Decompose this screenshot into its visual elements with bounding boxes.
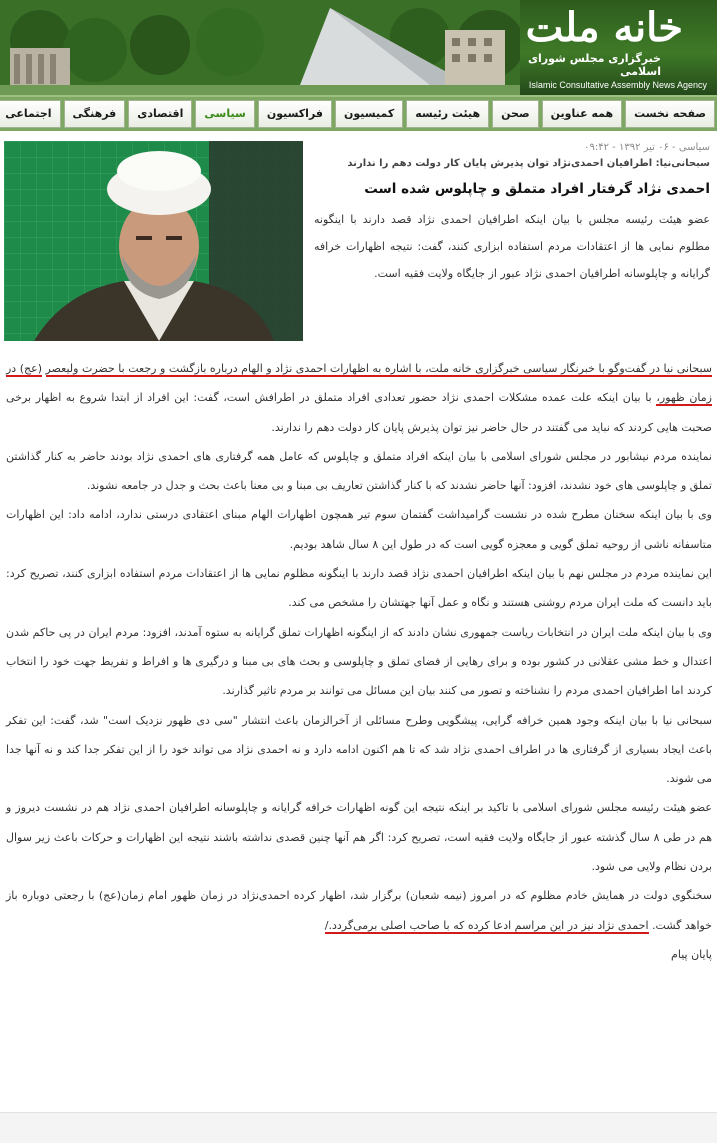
- nav-presiding-board[interactable]: هیئت رئیسه: [406, 100, 489, 128]
- nav-social[interactable]: اجتماعی: [0, 100, 61, 128]
- footer-strip: [0, 1112, 717, 1143]
- nav-all-headlines[interactable]: همه عناوین: [542, 100, 623, 128]
- highlighted-text: احمدی نژاد نیز در این مراسم ادعا کرده که با صاحب اصلی برمی‌گردد./: [324, 918, 649, 932]
- article-meta: سیاسی - ۰۶ تیر ۱۳۹۲ - ۰۹:۴۲: [584, 142, 710, 153]
- nav-cultural[interactable]: فرهنگی: [64, 100, 126, 128]
- article-summary: [312, 138, 710, 344]
- site-logo[interactable]: [511, 2, 711, 94]
- nav-political[interactable]: سیاسی: [195, 100, 254, 128]
- body-paragraph: [6, 354, 712, 442]
- highlighted-text: سبحانی نیا در گفت‌وگو با خبرنگار سیاسی خبرگزاری خانه ملت، با اشاره به اظهارات احمدی نژاد و الهام درباره بازگشت و رجعت با حضرت ولیعصر: [45, 362, 712, 375]
- article-abstract: عضو هیئت رئیسه مجلس با بیان اینکه اطرافیان احمدی نژاد قصد دارند با اینگونه مطلوم نمایی ها از اعتقادات مردم استفاده ابزاری کنند، گفت: نتیجه اظهارات خرافه گرایانه و چاپلوسانه اطرافیان احمدی نژاد عبور از جایگاه ولایت فقیه است.: [314, 213, 710, 280]
- portrait-image: [4, 141, 303, 341]
- body-text: با بیان اینکه علت عمده مشکلات احمدی نژاد حضور تعدادی افراد متملق در اطرافش است، گفت: این افراد از ابتدا شروع به اظهار برخی صحبت هایی کردند که نباید می گفتند در حال حاضر نیز توان پذیرش پایان کار دولت دهم را ندارند.: [6, 391, 712, 434]
- body-text: سخنگوی دولت در همایش خادم مظلوم که در امروز (نیمه شعبان) برگزار شد، اظهار کرده احمدی‌نژاد در زمان ظهور امام زمان(عج) با رجعتی دوباره باز خواهد گشت.: [6, 889, 712, 932]
- nav-home[interactable]: صفحه نخست: [625, 100, 715, 128]
- body-paragraph: [6, 881, 712, 940]
- header-banner: [0, 0, 717, 95]
- body-paragraph: وی با بیان اینکه سخنان مطرح شده در نشست گرامیداشت گفتمان سوم تیر همچون اظهارات الهام مبنای اعتقادی درستی ندارد، ادامه داد: این اظهارات متاسفانه ناشی از روحیه تملق گویی و معجزه گویی است که در طول این ۸ سال شاهد بودیم.: [6, 508, 712, 551]
- article-headline: احمدی نژاد گرفتار افراد متملق و چاپلوس شده است: [364, 181, 710, 197]
- nav-economic[interactable]: اقتصادی: [128, 100, 192, 128]
- parliament-building-image: [0, 0, 520, 95]
- nav-commission[interactable]: کمیسیون: [335, 100, 403, 128]
- nav-plenary[interactable]: صحن: [492, 100, 538, 128]
- nav-faction[interactable]: فراکسیون: [258, 100, 332, 128]
- body-paragraph: وی با بیان اینکه ملت ایران در انتخابات ریاست جمهوری نشان دادند که از اینگونه اظهارات تملق گرایانه به ستوه آمدند، افزود: مردم ایران در پی حاکم شدن اعتدال و خط مشی عقلانی در کشور بوده و برای رهایی از فضای تملق و چاپلوسی و بحث های بی مبنا و درگیری ها و افراط و تفریط جهت خود را انتخاب کردند اما اطرافیان احمدی مردم را نشناخته و تصور می کنند بیان این مسائل می توانند بر مردم تاثیر گذارند.: [6, 625, 712, 698]
- body-paragraph: عضو هیئت رئیسه مجلس شورای اسلامی با تاکید بر اینکه نتیجه این گونه اظهارات خرافه گرایانه و چاپلوسانه اطرافیان احمدی نژاد هم در نشست دیروز و هم در طی ۸ سال گذشته عبور از جایگاه ولایت فقیه است، تصریح کرد: اگر هم آنها چنین قصدی نداشته باشند نتیجه این اظهارات و حرکات باعث زیر سوال بردن نظام ولایی می شود.: [6, 801, 712, 874]
- brand-subtitle: خبرگزاری مجلس شورای اسلامی: [527, 52, 661, 78]
- body-paragraph: این نماینده مردم در مجلس نهم با بیان اینکه اطرافیان احمدی نژاد قصد دارند با اینگونه مظلوم نمایی ها از اعتقادات مردم استفاده ابزاری کنند، تصریح کرد: باید دانست که ملت ایران مردم روشنی هستند و نگاه و عمل آنها جهتشان را مشخص می کند.: [6, 567, 712, 610]
- main-nav: [0, 95, 717, 131]
- body-paragraph: نماینده مردم نیشابور در مجلس شورای اسلامی با بیان اینکه افراد متملق و چاپلوس که عامل همه گرفتاری های احمدی نژاد بودند حاضر به کنار گذاشتن تملق و چاپلوسی های خود نشدند، افزود: آنها حاضر نشدند که با کنار گذاشتن تعاریف بی مبنا و بی معنا باعث بحث و جدل در جامعه نشوند.: [6, 449, 712, 493]
- brand-name: خانه ملت: [525, 4, 683, 51]
- end-of-message: پایان پیام: [671, 947, 712, 961]
- article-lead: سبحانی‌نیا: اطرافیان احمدی‌نژاد توان پذیرش پایان کار دولت دهم را ندارند: [347, 158, 710, 169]
- article-photo: [4, 141, 303, 341]
- article-body: [6, 354, 712, 969]
- brand-english: Islamic Consultative Assembly News Agency: [528, 80, 707, 90]
- highlighted-text: (عج) در زمان ظهور،: [6, 362, 712, 405]
- body-paragraph: سبحانی نیا با بیان اینکه وجود همین خرافه گرایی، پیشگویی وطرح مسائلی از آخرالزمان باعث انتشار "سی دی ظهور نزدیک است" شد، گفت: این تفکر باعث ایجاد بسیاری از گرفتاری ها در اطراف احمدی نژاد شد که تا هم اکنون ادامه دارد و نه احمدی نژاد می تواند خود را از این تفکر جدا کند و نه آنها جدا می شوند.: [6, 713, 712, 786]
